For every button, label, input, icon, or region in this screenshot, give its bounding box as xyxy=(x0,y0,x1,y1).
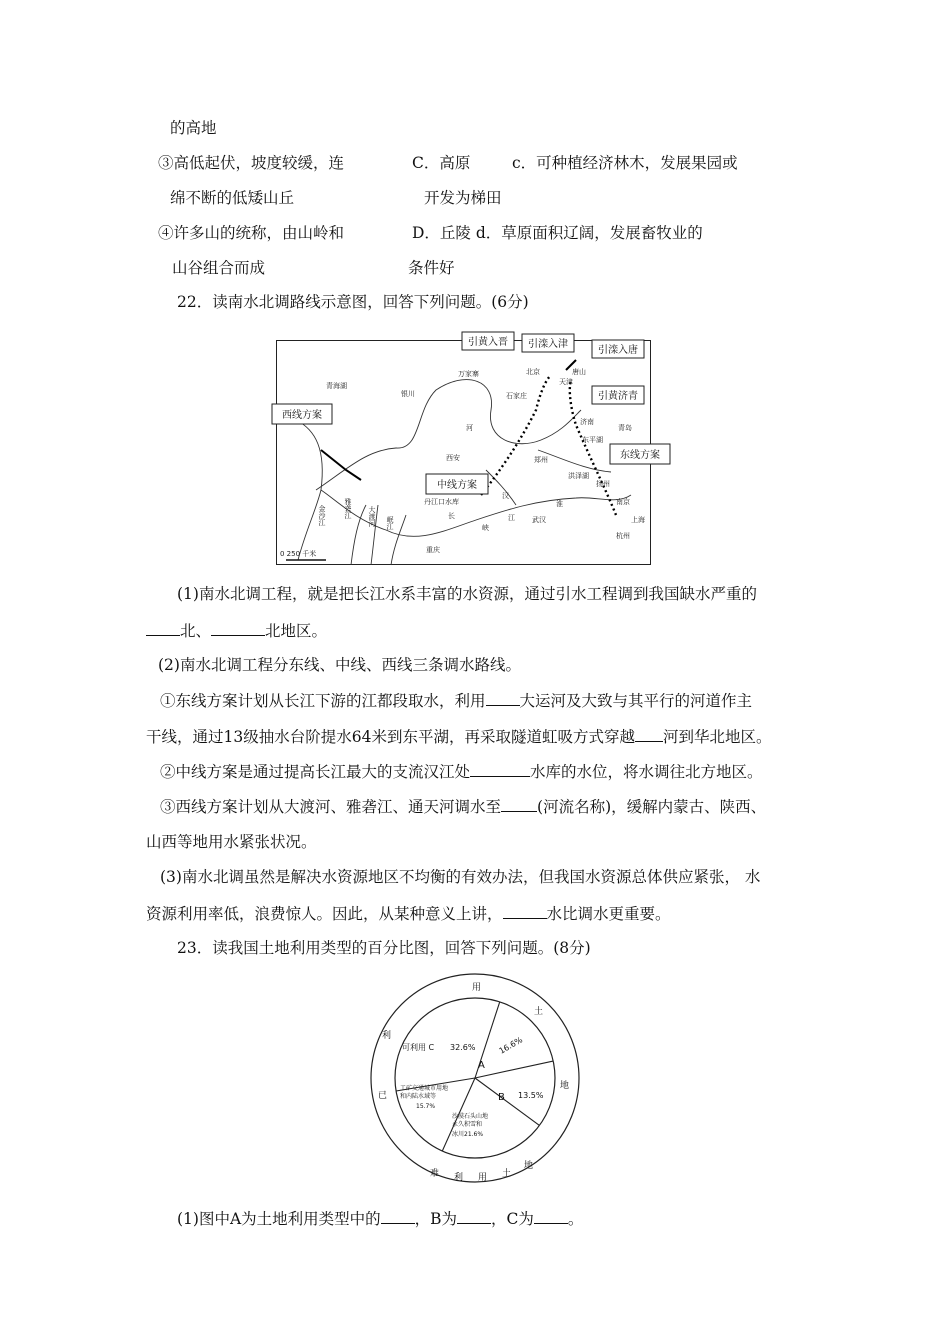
q22-p3a: ①东线方案计划从长江下游的江都段取水，利用 大运河及大致与其平行的河道作主 xyxy=(160,692,753,710)
q22-p1b: 北、 北地区。 xyxy=(146,620,327,641)
label-jinsha: 金沙江 xyxy=(318,505,326,526)
place-tianjin: 天津 xyxy=(559,378,573,386)
q23-p1: (1)图中A为土地利用类型中的 ，B为 ，C为 。 xyxy=(177,1210,584,1228)
place-zhengzhou: 郑州 xyxy=(534,456,548,464)
place-xian: 西安 xyxy=(446,454,460,462)
callout-yinluan-tang: 引滦入唐 xyxy=(598,345,638,356)
answer-blank[interactable] xyxy=(470,761,530,777)
slice-value-b: 13.5% xyxy=(518,1091,544,1100)
table-text: 条件好 xyxy=(408,259,455,277)
label-huai: 淮 xyxy=(556,500,563,508)
table-text: C．高原 xyxy=(412,154,471,172)
q22-p2: (2)南水北调工程分东线、中线、西线三条调水路线。 xyxy=(158,656,521,674)
slice-label-gk3: 15.7% xyxy=(416,1103,436,1110)
answer-blank[interactable] xyxy=(211,620,265,636)
label-yalong: 雅砻江 xyxy=(344,498,352,519)
ring-char: 利 xyxy=(382,1031,392,1041)
slice-label-a: A xyxy=(478,1060,485,1071)
map-scale: 0 250 千米 xyxy=(280,550,317,558)
place-danjiangkou: 丹江口水库 xyxy=(424,498,459,506)
ring-char: 用 xyxy=(472,983,482,993)
place-wanjiazhai: 万家寨 xyxy=(458,370,479,378)
label-min: 岷江 xyxy=(386,516,394,530)
slice-value-a: 16.6% xyxy=(497,1035,525,1056)
slice-label-gk2: 和内陆水域等 xyxy=(400,1093,437,1100)
q22-p6b: 资源利用率低，浪费惊人。因此，从某种意义上讲， 水比调水更重要。 xyxy=(146,905,671,923)
table-text: 山谷组合而成 xyxy=(172,259,266,277)
question-23-title: 23．读我国土地利用类型的百分比图，回答下列问题。(8分) xyxy=(177,939,591,957)
question-22-title: 22．读南水北调路线示意图，回答下列问题。(6分) xyxy=(177,293,529,311)
answer-blank[interactable] xyxy=(534,1208,568,1224)
q22-p1a: (1)南水北调工程，就是把长江水系丰富的水资源，通过引水工程调到我国缺水严重的 xyxy=(177,585,757,603)
place-hangzhou: 杭州 xyxy=(616,532,630,540)
slice-label-sm3: 冰川21.6% xyxy=(452,1131,484,1138)
callout-yinhuang-jin: 引黄入晋 xyxy=(468,337,508,348)
label-yellow-river: 河 xyxy=(466,424,473,432)
label-chang: 长 xyxy=(448,512,455,520)
q22-p5b: 山西等地用水紧张状况。 xyxy=(146,833,317,851)
label-dadu: 大渡河 xyxy=(368,506,376,527)
table-text: 绵不断的低矮山丘 xyxy=(170,189,295,207)
answer-blank[interactable] xyxy=(381,1208,415,1224)
ring-char: 已 xyxy=(378,1091,388,1101)
slice-label-b: B xyxy=(498,1092,505,1103)
table-text: D．丘陵 d．草原面积辽阔，发展畜牧业的 xyxy=(412,224,703,242)
table-text: ③高低起伏，坡度较缓，连 xyxy=(158,154,345,172)
q22-p6a: (3)南水北调虽然是解决水资源地区不均衡的有效办法，但我国水资源总体供应紧张， 水 xyxy=(160,868,761,886)
place-yangzhou: 扬州 xyxy=(596,480,610,488)
place-beijing: 北京 xyxy=(526,368,540,376)
slice-label-sm2: 永久积雪和 xyxy=(452,1121,483,1128)
place-qinghaihu: 青海湖 xyxy=(326,382,347,390)
slice-label-c: 可利用 C xyxy=(402,1043,435,1052)
table-text: ④许多山的统称，由山岭和 xyxy=(158,224,345,242)
callout-west: 西线方案 xyxy=(282,410,322,421)
callout-yinhuang-qing: 引黄济青 xyxy=(598,391,638,402)
place-tangshan: 唐山 xyxy=(572,368,586,376)
place-dongping: 东平湖 xyxy=(582,436,603,444)
ring-char: 用 xyxy=(478,1173,488,1183)
place-shanghai: 上海 xyxy=(631,516,645,524)
ring-char: 利 xyxy=(454,1173,464,1183)
q22-p3b: 干线，通过13级抽水台阶提水64米到东平湖，再采取隧道虹吸方式穿越 河到华北地区。 xyxy=(146,728,772,746)
callout-yinluan-jin: 引滦入津 xyxy=(528,339,568,350)
place-wuhan: 武汉 xyxy=(532,516,546,524)
ring-char: 地 xyxy=(524,1161,534,1171)
q22-p4: ②中线方案是通过提高长江最大的支流汉江处 水库的水位，将水调往北方地区。 xyxy=(160,763,763,781)
place-jinan: 济南 xyxy=(580,418,594,426)
place-qingdao: 青岛 xyxy=(618,424,632,432)
place-shijiazhuang: 石家庄 xyxy=(506,392,527,400)
callout-east: 东线方案 xyxy=(620,450,660,461)
slice-label-gk1: 工矿交通城市用地 xyxy=(400,1085,449,1092)
callout-middle: 中线方案 xyxy=(437,480,477,491)
answer-blank[interactable] xyxy=(503,903,547,919)
answer-blank[interactable] xyxy=(146,620,180,636)
ring-char: 地 xyxy=(560,1081,570,1091)
answer-blank[interactable] xyxy=(501,796,537,812)
answer-blank[interactable] xyxy=(635,726,663,742)
south-north-water-map xyxy=(276,330,660,566)
slice-label-sm1: 沙漠石头山地 xyxy=(452,1113,489,1120)
place-nanjing: 南京 xyxy=(616,498,630,506)
place-chongqing: 重庆 xyxy=(426,546,440,554)
pie-slice-boundary xyxy=(475,1061,553,1078)
answer-blank[interactable] xyxy=(457,1208,491,1224)
land-use-pie-chart xyxy=(368,968,582,1188)
ring-char: 难 xyxy=(430,1169,440,1179)
ring-char: 土 xyxy=(534,1007,544,1017)
place-hongzehu: 洪泽湖 xyxy=(568,472,589,480)
q22-p5a: ③西线方案计划从大渡河、雅砻江、通天河调水至 (河流名称)，缓解内蒙古、陕西、 xyxy=(160,798,767,816)
label-han: 汉 xyxy=(502,492,509,500)
pie-slices xyxy=(396,1002,553,1151)
table-text: 开发为梯田 xyxy=(424,189,502,207)
table-text: c．可种植经济林木，发展果园或 xyxy=(512,154,738,172)
label-xia: 峡 xyxy=(482,524,489,532)
place-yinchuan: 银川 xyxy=(401,390,415,398)
table-text: 的高地 xyxy=(170,119,217,137)
slice-value-c: 32.6% xyxy=(450,1043,476,1052)
answer-blank[interactable] xyxy=(486,690,520,706)
label-jiang: 江 xyxy=(508,514,515,522)
ring-char: 土 xyxy=(502,1169,512,1179)
